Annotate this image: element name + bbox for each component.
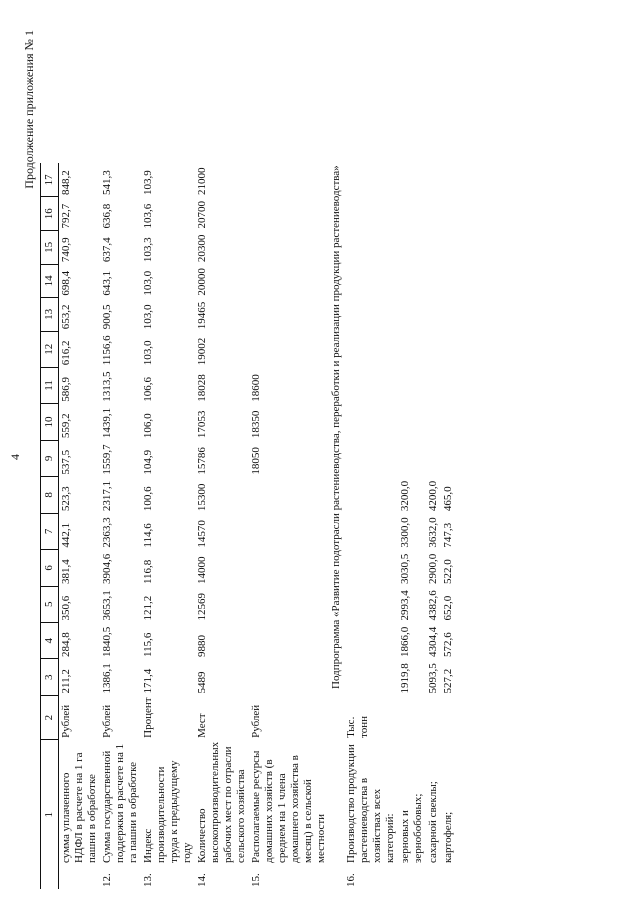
value-cell: 2317,1 bbox=[101, 480, 113, 512]
value-cell: 5489 bbox=[196, 671, 208, 694]
table-row bbox=[195, 163, 249, 889]
value-cell: 1156,6 bbox=[101, 335, 113, 366]
unit-cell bbox=[441, 695, 456, 739]
value-cell: 19002 bbox=[196, 337, 208, 366]
value-cell: 698,4 bbox=[60, 270, 72, 296]
unit-cell bbox=[398, 695, 426, 739]
value-cell: 900,5 bbox=[101, 304, 113, 330]
value-cell: 4200,0 bbox=[427, 480, 439, 512]
value-cell: 586,9 bbox=[60, 376, 72, 402]
value-cell: 3300,0 bbox=[399, 517, 411, 548]
value-cell: 2363,3 bbox=[101, 517, 113, 548]
value-cell: 171,4 bbox=[142, 668, 154, 694]
table-subrow bbox=[398, 163, 426, 889]
value-cell: 5093,5 bbox=[427, 663, 439, 694]
value-cell bbox=[249, 264, 329, 298]
value-cell: 1866,0 bbox=[399, 626, 411, 657]
indicator-name: сумма уплаченного НДФЛ в расчете на 1 га пашни в обработке bbox=[60, 752, 98, 863]
value-cell: 1919,8 bbox=[399, 663, 411, 694]
value-cell: 652,0 bbox=[442, 595, 454, 621]
value-cell: 3030,5 bbox=[399, 553, 411, 585]
value-cell: 12569 bbox=[196, 593, 208, 621]
value-cell: 3904,6 bbox=[101, 553, 113, 585]
unit-cell: Тыс. тонн bbox=[345, 715, 370, 738]
table-row bbox=[249, 163, 329, 889]
header-cell: 8 bbox=[41, 477, 59, 513]
value-cell: 3200,0 bbox=[399, 480, 411, 512]
value-cell: 747,3 bbox=[442, 522, 454, 548]
value-cell: 653,2 bbox=[60, 304, 72, 330]
value-cell: 17053 bbox=[196, 410, 208, 439]
header-cell: 5 bbox=[41, 586, 59, 622]
value-cell: 616,2 bbox=[60, 340, 72, 366]
table-row bbox=[344, 163, 398, 889]
value-cell: 106,0 bbox=[142, 413, 154, 439]
value-cell: 527,2 bbox=[442, 668, 454, 694]
value-cell: 643,1 bbox=[101, 270, 113, 296]
value-cell: 636,8 bbox=[101, 203, 113, 229]
value-cell: 559,2 bbox=[60, 413, 72, 439]
unit-cell: Мест bbox=[196, 713, 208, 738]
row-number: 12. bbox=[101, 873, 113, 887]
value-cell: 18028 bbox=[196, 374, 208, 402]
header-cell: 1 bbox=[41, 740, 59, 889]
table-subrow bbox=[426, 163, 441, 889]
value-cell: 18050 bbox=[250, 447, 262, 475]
row-number bbox=[398, 865, 426, 889]
value-cell: 121,2 bbox=[142, 595, 154, 621]
table-row bbox=[59, 163, 101, 889]
value-cell: 523,3 bbox=[60, 486, 72, 512]
value-cell: 522,0 bbox=[442, 559, 454, 585]
value-cell bbox=[249, 550, 329, 586]
header-cell: 6 bbox=[41, 550, 59, 586]
indicator-name: Количество высокопроизводительных рабочих мест по отрасли сельского хозяйства bbox=[196, 741, 247, 863]
value-cell: 14000 bbox=[196, 556, 208, 585]
value-cell: 20000 bbox=[196, 268, 208, 296]
value-cell: 848,2 bbox=[60, 170, 72, 195]
header-row bbox=[41, 163, 59, 889]
value-cell: 20700 bbox=[196, 201, 208, 229]
value-cell: 211,2 bbox=[60, 669, 72, 694]
header-cell: 3 bbox=[41, 659, 59, 695]
value-cell: 106,6 bbox=[142, 376, 154, 402]
value-cell: 1386,1 bbox=[101, 663, 113, 694]
value-cell bbox=[249, 231, 329, 265]
value-cell bbox=[249, 163, 329, 197]
row-number: 14. bbox=[196, 873, 208, 887]
value-cell: 537,5 bbox=[60, 449, 72, 475]
value-cell: 442,1 bbox=[60, 522, 72, 548]
value-cell: 541,3 bbox=[101, 170, 113, 195]
value-cell: 572,6 bbox=[442, 632, 454, 657]
value-cell: 1439,1 bbox=[101, 407, 113, 439]
value-cell: 115,6 bbox=[142, 632, 154, 657]
value-cell: 465,0 bbox=[442, 486, 454, 512]
value-cell: 3632,0 bbox=[427, 517, 439, 548]
value-cell bbox=[249, 623, 329, 659]
row-number: 13. bbox=[142, 873, 154, 887]
value-cell: 103,0 bbox=[142, 304, 154, 330]
row-number: 15. bbox=[250, 873, 262, 887]
indicator-name: Производство продукции растениеводства в хозяйствах всех категорий: bbox=[345, 744, 396, 863]
header-cell: 17 bbox=[41, 163, 59, 197]
unit-cell: Процент bbox=[142, 697, 154, 738]
value-cell: 4304,4 bbox=[427, 626, 439, 657]
unit-cell bbox=[426, 695, 441, 739]
value-cell: 103,0 bbox=[142, 340, 154, 366]
value-cell: 9880 bbox=[196, 634, 208, 657]
value-cell: 18600 bbox=[250, 374, 262, 402]
indicator-name: Располагаемые ресурсы домашних хозяйств (в среднем на 1 члена домашнего хозяйства в месяц) в сельской местности bbox=[250, 750, 327, 863]
value-cell: 21000 bbox=[196, 167, 208, 195]
value-cell: 19465 bbox=[196, 301, 208, 330]
unit-cell: Рублей bbox=[60, 704, 72, 738]
value-cell bbox=[249, 659, 329, 695]
value-cell bbox=[249, 298, 329, 332]
value-cell: 284,8 bbox=[60, 632, 72, 657]
empty-cell bbox=[344, 163, 398, 695]
subrow-label: картофеля; bbox=[442, 811, 454, 863]
header-cell: 7 bbox=[41, 513, 59, 549]
table-subrow bbox=[441, 163, 456, 889]
value-cell: 14570 bbox=[196, 520, 208, 548]
header-cell: 10 bbox=[41, 404, 59, 440]
header-cell: 2 bbox=[41, 695, 59, 739]
value-cell: 100,6 bbox=[142, 486, 154, 512]
subrow-label: зерновых и зернобобовых; bbox=[399, 793, 424, 863]
value-cell: 4382,6 bbox=[427, 590, 439, 621]
header-cell: 15 bbox=[41, 231, 59, 265]
table-row bbox=[100, 163, 141, 889]
row-number bbox=[59, 865, 101, 889]
header-cell: 9 bbox=[41, 440, 59, 476]
value-cell bbox=[249, 477, 329, 513]
value-cell bbox=[249, 197, 329, 231]
value-cell: 116,8 bbox=[142, 559, 154, 585]
row-number bbox=[426, 865, 441, 889]
value-cell: 1313,5 bbox=[101, 371, 113, 402]
header-cell: 14 bbox=[41, 264, 59, 298]
header-cell: 12 bbox=[41, 331, 59, 367]
value-cell: 103,9 bbox=[142, 170, 154, 195]
value-cell: 15786 bbox=[196, 447, 208, 475]
continuation-label: Продолжение приложения № 1 bbox=[22, 30, 36, 189]
value-cell: 2993,4 bbox=[399, 590, 411, 621]
value-cell: 104,9 bbox=[142, 449, 154, 475]
value-cell: 740,9 bbox=[60, 237, 72, 263]
value-cell: 637,4 bbox=[101, 237, 113, 263]
header-cell: 11 bbox=[41, 367, 59, 403]
value-cell bbox=[249, 586, 329, 622]
value-cell: 103,3 bbox=[142, 237, 154, 263]
value-cell: 2900,0 bbox=[427, 553, 439, 585]
value-cell: 792,7 bbox=[60, 203, 72, 229]
indicator-name: Сумма государственной поддержки в расчете на 1 га пашни в обработке bbox=[101, 743, 139, 863]
subprogram-title: Подпрограмма «Развитие подотрасли растениеводства, переработки и реализации продукции растениеводства» bbox=[330, 165, 342, 689]
value-cell: 1559,7 bbox=[101, 444, 113, 475]
value-cell bbox=[249, 331, 329, 367]
header-cell: 4 bbox=[41, 623, 59, 659]
value-cell: 103,6 bbox=[142, 203, 154, 229]
value-cell: 103,0 bbox=[142, 270, 154, 296]
value-cell: 114,6 bbox=[142, 523, 154, 548]
subrow-label: сахарной свеклы; bbox=[427, 781, 439, 863]
header-cell: 16 bbox=[41, 197, 59, 231]
row-number bbox=[441, 865, 456, 889]
unit-cell: Рублей bbox=[101, 704, 113, 738]
value-cell: 3653,1 bbox=[101, 590, 113, 621]
value-cell: 18350 bbox=[250, 410, 262, 439]
value-cell bbox=[249, 513, 329, 549]
indicators-table bbox=[40, 163, 456, 889]
subprogram-row bbox=[329, 163, 344, 889]
header-cell: 13 bbox=[41, 298, 59, 332]
value-cell: 381,4 bbox=[60, 559, 72, 585]
row-number: 16. bbox=[345, 873, 357, 887]
value-cell: 15300 bbox=[196, 483, 208, 512]
value-cell: 350,6 bbox=[60, 595, 72, 621]
unit-cell: Рублей bbox=[250, 704, 262, 738]
value-cell: 20300 bbox=[196, 234, 208, 263]
page-number: 4 bbox=[8, 454, 22, 460]
value-cell: 1840,5 bbox=[101, 626, 113, 657]
table-row bbox=[141, 163, 195, 889]
indicator-name: Индекс производительности труда к предыдущему году bbox=[142, 760, 193, 863]
